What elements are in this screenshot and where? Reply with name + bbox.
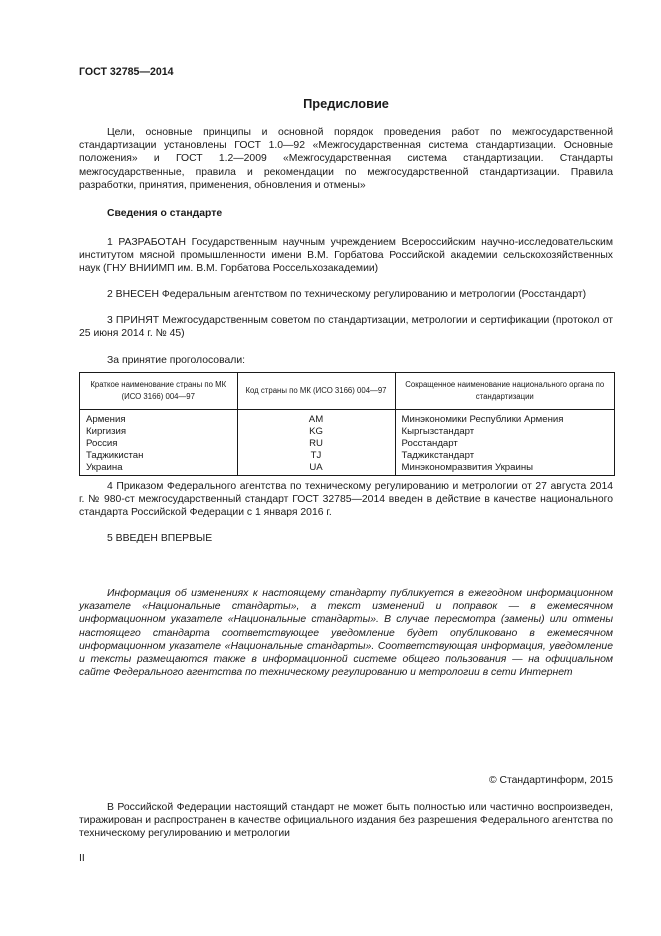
copyright: © Стандартинформ, 2015 — [488, 775, 613, 786]
item-4-order: 4 Приказом Федерального агентства по техническому регулированию и метрологии от 27 августа 2014 г. № 980-ст межгосударственный стандарт ГОСТ 32785—2014 введен в действие в качестве национального стандарта Российской Федерации с 1 января 2016 г. — [79, 481, 613, 519]
code-cell: AM — [237, 410, 395, 427]
header-national-body: Сокращенное наименование национального органа по стандартизации — [395, 373, 614, 410]
item-2-introduced: 2 ВНЕСЕН Федеральным агентством по техническому регулированию и метрологии (Росстандарт) — [107, 289, 587, 300]
document-code: ГОСТ 32785—2014 — [79, 66, 174, 78]
item-1-developed: 1 РАЗРАБОТАН Государственным научным учреждением Всероссийским научно-исследовательским институтом мясной промышленности имени В.М. Горбатова Российской академии сельскохозяйственных наук (ГНУ ВНИИМП им. В.М. Горбатова Россельхозакадемии) — [79, 237, 613, 275]
country-cell: Россия — [80, 438, 237, 450]
vote-label: За принятие проголосовали: — [107, 355, 246, 366]
country-cell: Таджикистан — [80, 450, 237, 462]
table-row — [80, 426, 614, 438]
code-cell: RU — [237, 438, 395, 450]
national-body-cell: Минэкономики Республики Армения — [401, 414, 564, 425]
table-header-row — [80, 373, 614, 410]
code-cell: UA — [237, 462, 395, 475]
page-number: II — [79, 853, 85, 864]
national-body-cell: Росстандарт — [401, 438, 458, 449]
page-title: Предисловие — [303, 96, 389, 111]
national-body-cell: Минэкономразвития Украины — [401, 462, 534, 473]
amendments-notice: Информация об изменениях к настоящему стандарту публикуется в ежегодном информационном указателе «Национальные стандарты», а текст изменений и поправок — в ежемесячном информационном указателе «Национальные стандарты». В случае пересмотра (замены) или отмены настоящего стандарта соответствующее уведомление будет опубликовано в ежемесячном информационном указателе «Национальные стандарты». Соответствующая информация, уведомление и тексты размещаются также в информационной системе общего пользования — на официальном сайте Федерального агентства по техническому регулированию и метрологии в сети Интернет — [79, 588, 613, 679]
country-cell: Киргизия — [80, 426, 237, 438]
item-3-adopted: 3 ПРИНЯТ Межгосударственным советом по стандартизации, метрологии и сертификации (протокол от 25 июня 2014 г. № 45) — [79, 315, 613, 340]
table-row — [80, 462, 614, 475]
intro-paragraph: Цели, основные принципы и основной порядок проведения работ по межгосударственной стандартизации установлены ГОСТ 1.0—92 «Межгосударственная система стандартизации. Основные положения» и ГОСТ 1.2—2009 «Межгосударственная система стандартизации. Стандарты межгосударственные, правила и рекомендации по межгосударственной стандартизации. Правила разработки, принятия, применения, обновления и отмены» — [79, 127, 613, 191]
header-code: Код страны по МК (ИСО 3166) 004—97 — [237, 373, 395, 410]
info-heading: Сведения о стандарте — [107, 208, 223, 219]
code-cell: TJ — [237, 450, 395, 462]
country-cell: Армения — [80, 410, 237, 427]
national-body-cell: Кыргызстандарт — [401, 426, 475, 437]
country-cell: Украина — [80, 462, 237, 475]
header-country: Краткое наименование страны по МК (ИСО 3166) 004—97 — [80, 373, 237, 410]
table-row — [80, 438, 614, 450]
code-cell: KG — [237, 426, 395, 438]
national-body-cell: Таджикстандарт — [401, 450, 475, 461]
table-row — [80, 450, 614, 462]
voting-table — [79, 372, 615, 476]
item-5-first-introduced: 5 ВВЕДЕН ВПЕРВЫЕ — [107, 533, 213, 544]
reproduction-restriction: В Российской Федерации настоящий стандарт не может быть полностью или частично воспроизведен, тиражирован и распространен в качестве официального издания без разрешения Федерального агентства по техническому регулированию и метрологии — [79, 802, 613, 840]
table-row — [80, 410, 614, 427]
